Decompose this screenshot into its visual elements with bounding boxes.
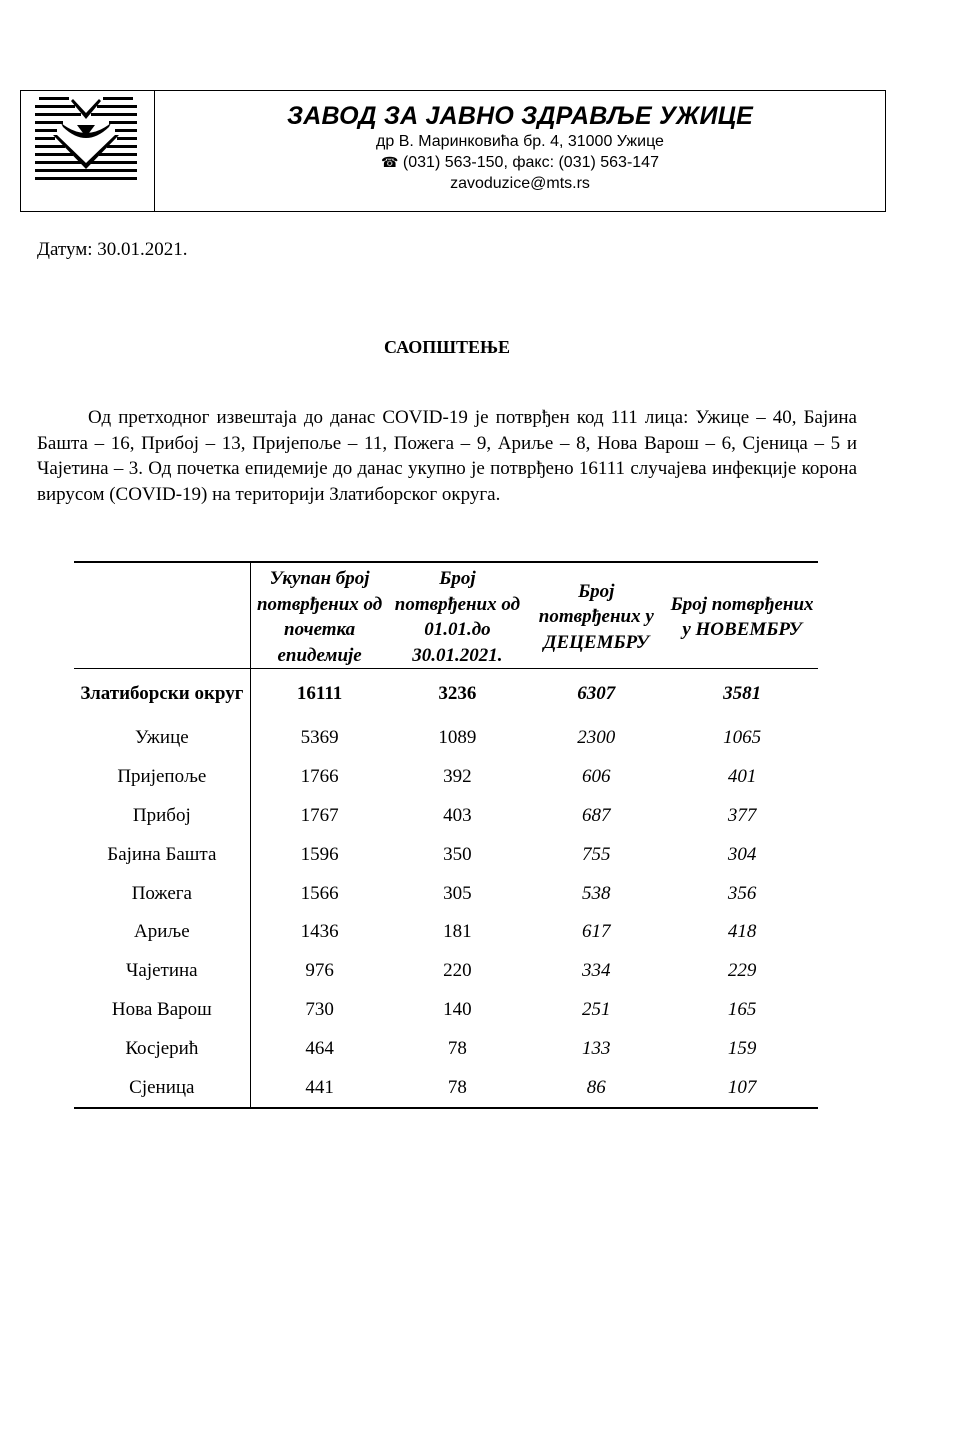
table-cell: Бајина Башта <box>74 835 250 874</box>
table-row <box>74 1029 818 1068</box>
table-cell: 356 <box>727 882 757 904</box>
table-total-row <box>74 669 818 720</box>
table-cell: 220 <box>443 960 472 982</box>
table-row <box>74 991 818 1030</box>
table-cell: 107 <box>666 1068 818 1108</box>
table-cell: Чајетина <box>74 952 250 991</box>
institute-emblem-icon <box>33 95 139 183</box>
table-cell: 403 <box>443 804 472 826</box>
table-cell: 2300 <box>577 727 616 749</box>
announcement-body <box>37 405 857 507</box>
header-cell <box>74 562 250 669</box>
org-name: ЗАВОД ЗА ЈАВНО ЗДРАВЉЕ УЖИЦЕ <box>286 102 754 130</box>
logo-cell <box>21 91 155 211</box>
table-cell: 976 <box>305 960 334 982</box>
table-cell: 5369 <box>300 727 339 749</box>
table-cell: 350 <box>443 843 472 865</box>
table-cell: 3581 <box>723 683 762 704</box>
table-cell: 538 <box>582 882 611 904</box>
table-cell: Пожега <box>74 874 250 913</box>
table-cell: 377 <box>727 804 757 826</box>
org-phone-line <box>155 152 885 173</box>
table-cell: 1596 <box>300 843 339 865</box>
table-cell: 305 <box>443 882 472 904</box>
header-cell: Број потврђених у ДЕЦЕМБРУ <box>526 562 666 669</box>
table-row <box>74 913 818 952</box>
header-cell: Број потврђених од 01.01.до 30.01.2021. <box>389 562 527 669</box>
cases-table <box>74 561 818 1109</box>
table-cell: 418 <box>727 921 757 943</box>
table-cell: 441 <box>250 1068 388 1108</box>
table-row <box>74 797 818 836</box>
table-cell: 1566 <box>300 882 339 904</box>
table-cell: Ужице <box>74 719 250 758</box>
table-cell: 1436 <box>300 921 339 943</box>
body-paragraph: Од претходног извештаја до данас COVID-19 је потврђен код 111 лица: Ужице – 40, Бајина Башта – 16, Прибој – 13, Пријепоље – 11, Пожега – 9, Ариље – 8, Нова Варош – 6, Сјеница – 5 и Чајетина – 3. Од почетка епидемије до данас укупно је потврђено 16111 случајева инфекције корона вирусом (COVID-19) на територији Златиборског округа. <box>37 407 857 505</box>
table-cell: 159 <box>727 1037 757 1059</box>
table-cell: 1767 <box>300 804 339 826</box>
table-cell: 730 <box>305 998 334 1020</box>
table-cell: 86 <box>526 1068 666 1108</box>
table-row <box>74 835 818 874</box>
letterhead <box>20 90 886 212</box>
table-cell: 3236 <box>438 683 477 704</box>
table-cell: 181 <box>443 921 472 943</box>
table-cell: 617 <box>582 921 611 943</box>
table-cell: 16111 <box>296 683 343 704</box>
table-cell: 1766 <box>300 766 339 788</box>
table-row <box>74 758 818 797</box>
table-cell: 140 <box>443 998 472 1020</box>
table-cell: 133 <box>582 1037 611 1059</box>
table-row <box>74 1068 818 1108</box>
table-cell: 755 <box>582 843 611 865</box>
table-cell: 687 <box>582 804 611 826</box>
table-cell: 229 <box>727 960 757 982</box>
table-row <box>74 952 818 991</box>
table-cell: 392 <box>443 766 472 788</box>
table-cell: 334 <box>582 960 611 982</box>
phone-icon: ☎ <box>381 154 399 170</box>
table-cell: 6307 <box>577 683 616 704</box>
table-cell: 304 <box>727 843 757 865</box>
announcement-heading: САОПШТЕЊЕ <box>383 337 511 357</box>
header-cell: Укупан број потврђених од почетка епидемије <box>250 562 388 669</box>
table-cell: Сјеница <box>74 1068 250 1108</box>
table-cell: 401 <box>727 766 757 788</box>
table-cell: Златиборски округ <box>74 669 250 720</box>
table-row <box>74 719 818 758</box>
table-cell: Ариље <box>74 913 250 952</box>
table-cell: Косјерић <box>74 1029 250 1068</box>
table-cell: 1089 <box>438 727 477 749</box>
table-cell: Нова Варош <box>74 991 250 1030</box>
org-address: др В. Маринковића бр. 4, 31000 Ужице <box>376 133 664 150</box>
table-header-row <box>74 562 818 669</box>
table-cell: 251 <box>582 998 611 1020</box>
table-cell: 165 <box>727 998 757 1020</box>
table-row <box>74 874 818 913</box>
table-cell: Пријепоље <box>74 758 250 797</box>
table-cell: 78 <box>389 1068 527 1108</box>
table-cell: 1065 <box>723 727 762 749</box>
table-cell: Прибој <box>74 797 250 836</box>
table-cell: 78 <box>447 1037 467 1059</box>
org-info <box>155 91 885 211</box>
header-cell: Број потврђених у НОВЕМБРУ <box>666 562 818 669</box>
date-line: Датум: 30.01.2021. <box>37 239 188 260</box>
table-cell: 606 <box>582 766 611 788</box>
table-cell: 464 <box>305 1037 334 1059</box>
org-email[interactable]: zavoduzice@mts.rs <box>450 175 590 192</box>
org-phone: (031) 563-150, факс: (031) 563-147 <box>402 154 659 171</box>
